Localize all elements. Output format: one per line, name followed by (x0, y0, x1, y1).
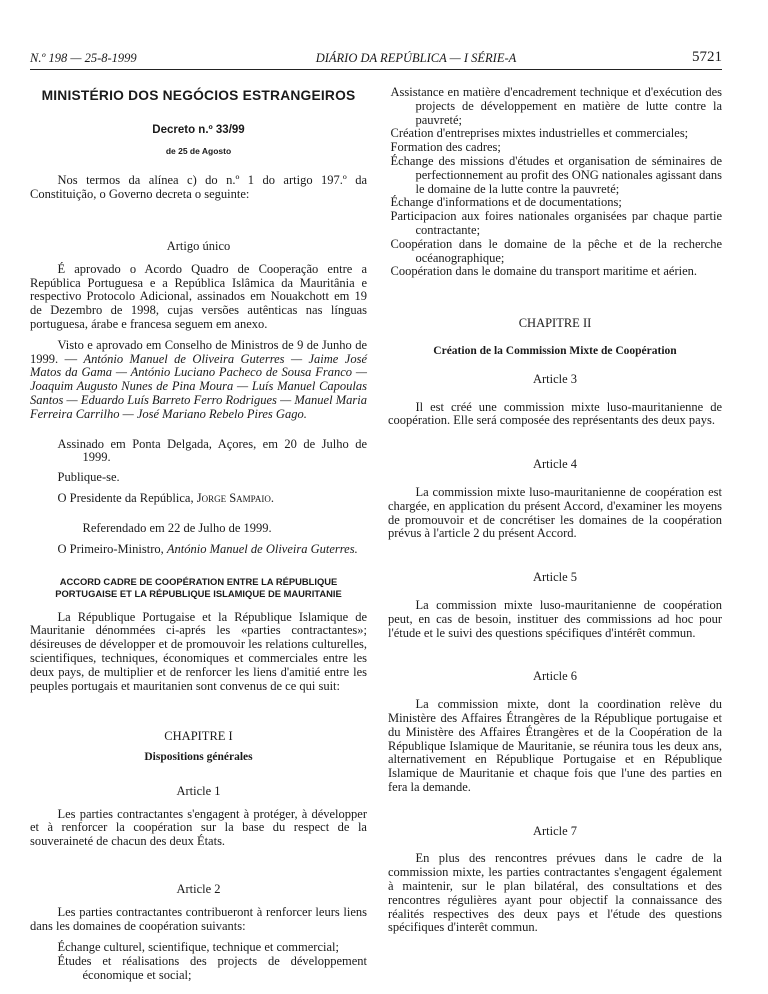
prime-minister-line (30, 543, 367, 557)
domain-item: Formation des cadres; (390, 140, 501, 155)
chapter-1-heading: CHAPITRE I (164, 729, 233, 744)
header-issue: N.º 198 — 25-8-1999 (30, 51, 137, 65)
ministers-list: António Manuel de Oliveira Guterres — Jaime José Matos da Gama — António Luciano Pacheco de Sousa Franco — Joaquim Augusto Nunes de Pina Moura — Luís Manuel Capoulas Santos — Eduardo Luís Barreto Ferro Rodrigues — Manuel Maria Ferreira Carrilho — José Mariano Rebelo Pires Gago. (30, 351, 368, 421)
president-line (30, 492, 367, 506)
left-column (30, 86, 367, 983)
domain-item: Échange d'informations et de documentations; (390, 195, 622, 210)
article-1-heading: Article 1 (176, 783, 221, 798)
chapter-2-title: Création de la Commission Mixte de Coopération (433, 344, 677, 357)
article-2-text: Les parties contractantes contribueront à renforcer leurs liens dans les domaines de coopération suivants: (30, 904, 367, 933)
decree-date: de 25 de Agosto (165, 145, 232, 156)
article-1-text: Les parties contractantes s'engagent à protéger, à développer et à renforcer la coopération sur la base du respect de la souveraineté de chacun des deux États. (30, 806, 367, 849)
domain-item: Coopération dans le domaine du transport maritime et aérien. (390, 264, 698, 279)
article-4-text: La commission mixte luso-mauritanienne de coopération est chargée, en application du présent Accord, d'examiner les moyens de promouvoir et de concrétiser les domaines de la coopération prévus à l'article 2 du présent Accord. (388, 484, 722, 541)
domain-item: Création d'entreprises mixtes industrielles et commerciales; (390, 126, 689, 141)
decree-title: Decreto n.º 33/99 (152, 123, 245, 136)
accord-title: ACCORD CADRE DE COOPÉRATION ENTRE LA RÉPUBLIQUE PORTUGAISE ET LA RÉPUBLIQUE ISLAMIQUE DE MAURITANIE (55, 576, 342, 599)
president-prefix: O Presidente da República, (57, 490, 194, 505)
chapter-1-title: Dispositions générales (144, 751, 253, 764)
article-2-heading: Article 2 (176, 882, 221, 897)
domain-item: Coopération dans le domaine de la pêche et de la recherche océanographique; (390, 236, 722, 265)
article-4-heading: Article 4 (532, 457, 578, 472)
pm-name: António Manuel de Oliveira Guterres. (166, 541, 358, 556)
header-journal: DIÁRIO DA REPÚBLICA — I SÉRIE-A (315, 51, 517, 65)
article-3-heading: Article 3 (532, 371, 578, 386)
article-5-heading: Article 5 (532, 570, 578, 585)
publish-order: Publique-se. (57, 470, 120, 485)
artigo-unico-text: É aprovado o Acordo Quadro de Cooperação entre a República Portuguesa e a República Islâmica da Mauritânia e respectivo Protocolo Adicional, assinados em Nouakchott em 19 de Dezembro de 1998, cujas versões autênticas nas línguas portuguesa, árabe e francesa seguem em anexo. (30, 261, 367, 331)
ministry-heading: MINISTÉRIO DOS NEGÓCIOS ESTRANGEIROS (41, 88, 356, 103)
page-number: 5721 (692, 49, 722, 65)
article-5-text: La commission mixte luso-mauritanienne de coopération peut, en cas de besoin, instituer des commissions ad hoc pour l'étude et le suivi des questions spécifiques d'intérêt commun. (388, 597, 722, 640)
countersigned-statement: Referendado em 22 de Julho de 1999. (82, 520, 272, 535)
right-column (388, 86, 722, 935)
domain-item: Échange culturel, scientifique, technique et commercial; (57, 940, 339, 955)
domain-item: Échange des missions d'études et organisation de séminaires de perfectionnement au profit des ONG nationales agissant dans le domaine de la lutte contre la pauvreté; (390, 153, 723, 196)
domain-item: Participacion aux foires nationales organisées par chaque partie contractante; (390, 209, 722, 237)
president-name: Jorge Sampaio. (196, 490, 274, 505)
article-7-text: En plus des rencontres prévues dans le cadre de la commission mixte, les parties contractantes s'engagent également à maintenir, sur le plan bilatéral, des consultations et des rencontres régulières ayant pour objectif la connaissance des réalités respectives des deux pays et l'étude des questions spécifiques d'interêt commun. (388, 851, 722, 935)
signed-statement: Assinado em Ponta Delgada, Açores, em 20 de Julho de 1999. (57, 436, 367, 465)
chapter-2-heading: CHAPITRE II (518, 316, 592, 331)
pm-prefix: O Primeiro-Ministro, (57, 541, 164, 556)
approval-paragraph (30, 339, 367, 422)
header-rule (30, 69, 722, 70)
domain-item: Assistance en matière d'encadrement technique et d'exécution des projects de développement en matière de lutte contre la pauvreté; (390, 85, 722, 127)
article-6-heading: Article 6 (532, 669, 578, 684)
article-6-text: La commission mixte, dont la coordination relève du Ministère des Affaires Étrangères de la République portugaise et du Ministère des Affaires Étrangères et de la Coopération de la République Islamique de Mauritanie, se réunira tous les deux ans, alternativement en République Portugaise et en République Islamique de Mauritanie et chaque fois que l'une des parties en fera la demande. (388, 697, 722, 794)
artigo-unico-heading: Artigo único (166, 238, 231, 253)
article-3-text: Il est créé une commission mixte luso-mauritanienne de coopération. Elle será composée des représentants des deux pays. (388, 399, 722, 428)
decree-intro: Nos termos da alínea c) do n.º 1 do artigo 197.º da Constituição, o Governo decreta o seguinte: (30, 173, 367, 202)
domain-item: Études et réalisations des projects de développement économique et social; (57, 954, 367, 983)
accord-preamble: La République Portugaise et la République Islamique de Mauritanie dénommées ci-aprés les «parties contractantes»; désireuses de développer et de promouvoir les relations culturelles, scientifiques, techniques, économiques et commerciales entre les deux pays, de multiplier et de renforcer les liens d'amitié entre les peuples portugais et mauritanien sont convenus de ce qui suit: (30, 609, 367, 693)
approval-text: Visto e aprovado em Conselho de Ministros de 9 de Junho de 1999. — (30, 337, 367, 366)
article-7-heading: Article 7 (532, 823, 578, 838)
